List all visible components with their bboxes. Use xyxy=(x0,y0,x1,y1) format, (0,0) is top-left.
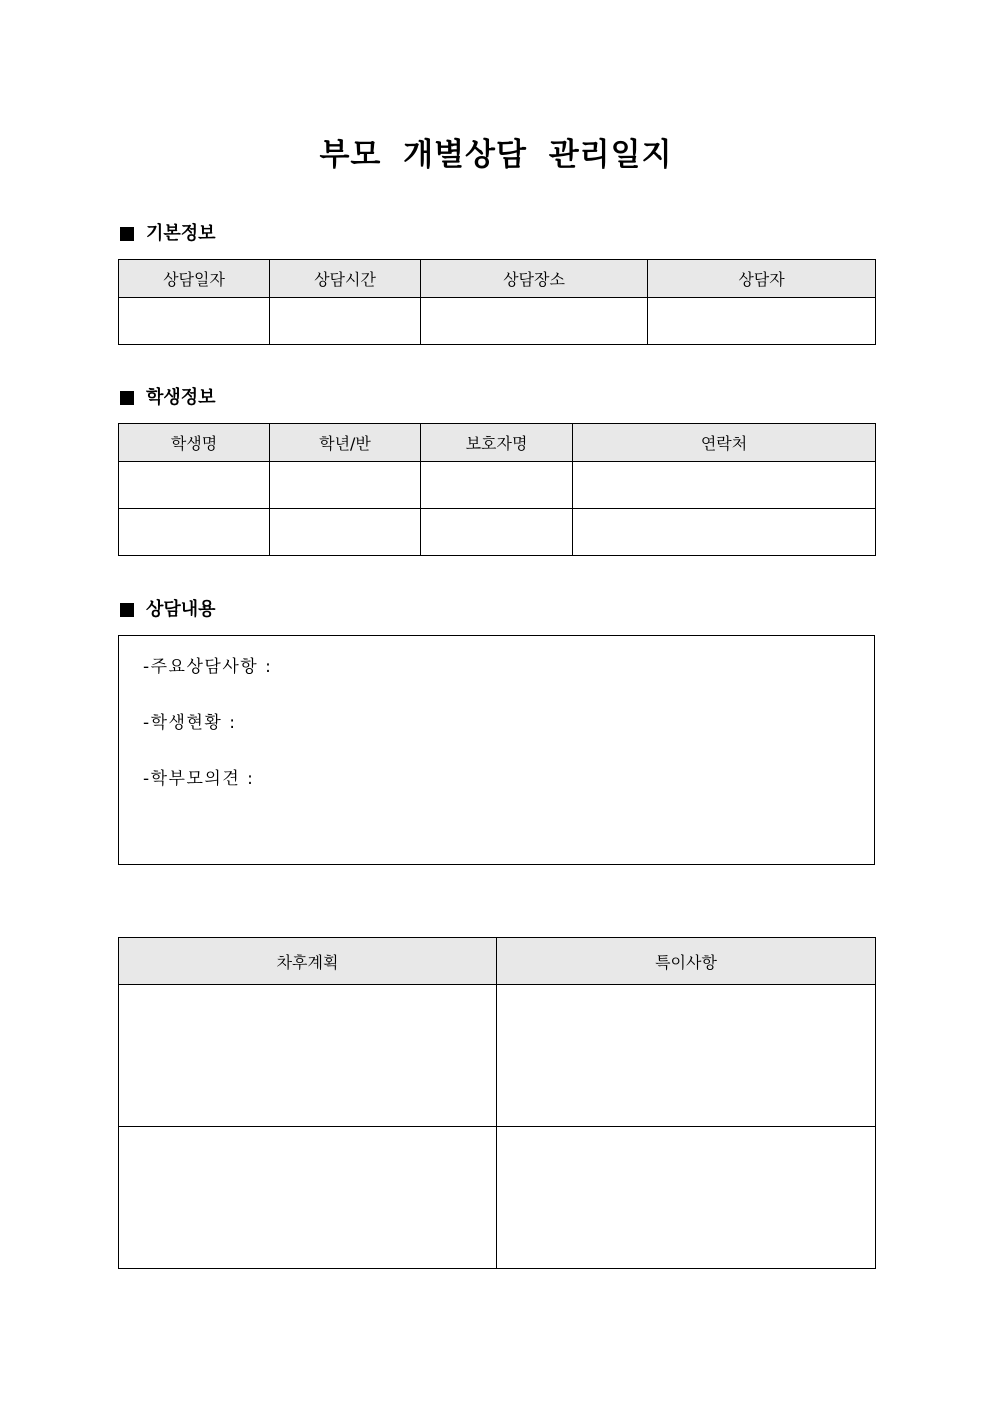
section-heading-consult-content xyxy=(120,597,216,623)
cell-consult-place[interactable] xyxy=(421,298,648,345)
header-guardian-name: 보호자명 xyxy=(421,424,573,462)
table-row xyxy=(119,1127,876,1269)
square-bullet-icon xyxy=(120,603,134,617)
header-contact: 연락처 xyxy=(573,424,876,462)
header-consultant: 상담자 xyxy=(648,260,876,298)
cell-consult-time[interactable] xyxy=(270,298,421,345)
table-row xyxy=(119,298,876,345)
section-heading-student-info xyxy=(120,385,216,411)
page-title: 부모 개별상담 관리일지 xyxy=(319,137,673,173)
header-student-name: 학생명 xyxy=(119,424,270,462)
header-consult-date: 상담일자 xyxy=(119,260,270,298)
followup-table xyxy=(118,937,876,1269)
cell-guardian-name[interactable] xyxy=(421,509,573,556)
cell-guardian-name[interactable] xyxy=(421,462,573,509)
cell-contact[interactable] xyxy=(573,462,876,509)
table-header-row xyxy=(119,260,876,298)
cell-future-plan[interactable] xyxy=(119,1127,497,1269)
cell-special-notes[interactable] xyxy=(497,985,876,1127)
cell-grade-class[interactable] xyxy=(270,462,421,509)
consult-content-box[interactable] xyxy=(118,635,875,865)
section-heading-label: 상담내용 xyxy=(146,599,216,620)
table-row xyxy=(119,985,876,1127)
table-header-row xyxy=(119,424,876,462)
table-row xyxy=(119,509,876,556)
header-consult-time: 상담시간 xyxy=(270,260,421,298)
cell-grade-class[interactable] xyxy=(270,509,421,556)
section-heading-basic-info xyxy=(120,221,216,247)
cell-student-name[interactable] xyxy=(119,509,270,556)
student-info-table xyxy=(118,423,876,556)
parent-opinion-label: -학부모의견 : xyxy=(143,769,255,789)
header-special-notes: 특이사항 xyxy=(497,938,876,985)
header-consult-place: 상담장소 xyxy=(421,260,648,298)
section-heading-label: 학생정보 xyxy=(146,387,216,408)
cell-consult-date[interactable] xyxy=(119,298,270,345)
student-status-label: -학생현황 : xyxy=(143,713,237,733)
cell-consultant[interactable] xyxy=(648,298,876,345)
header-future-plan: 차후계획 xyxy=(119,938,497,985)
section-heading-label: 기본정보 xyxy=(146,223,216,244)
cell-student-name[interactable] xyxy=(119,462,270,509)
main-consult-topics-label: -주요상담사항 : xyxy=(143,657,273,677)
cell-contact[interactable] xyxy=(573,509,876,556)
cell-future-plan[interactable] xyxy=(119,985,497,1127)
square-bullet-icon xyxy=(120,227,134,241)
table-header-row xyxy=(119,938,876,985)
header-grade-class: 학년/반 xyxy=(270,424,421,462)
square-bullet-icon xyxy=(120,391,134,405)
cell-special-notes[interactable] xyxy=(497,1127,876,1269)
table-row xyxy=(119,462,876,509)
basic-info-table xyxy=(118,259,876,345)
